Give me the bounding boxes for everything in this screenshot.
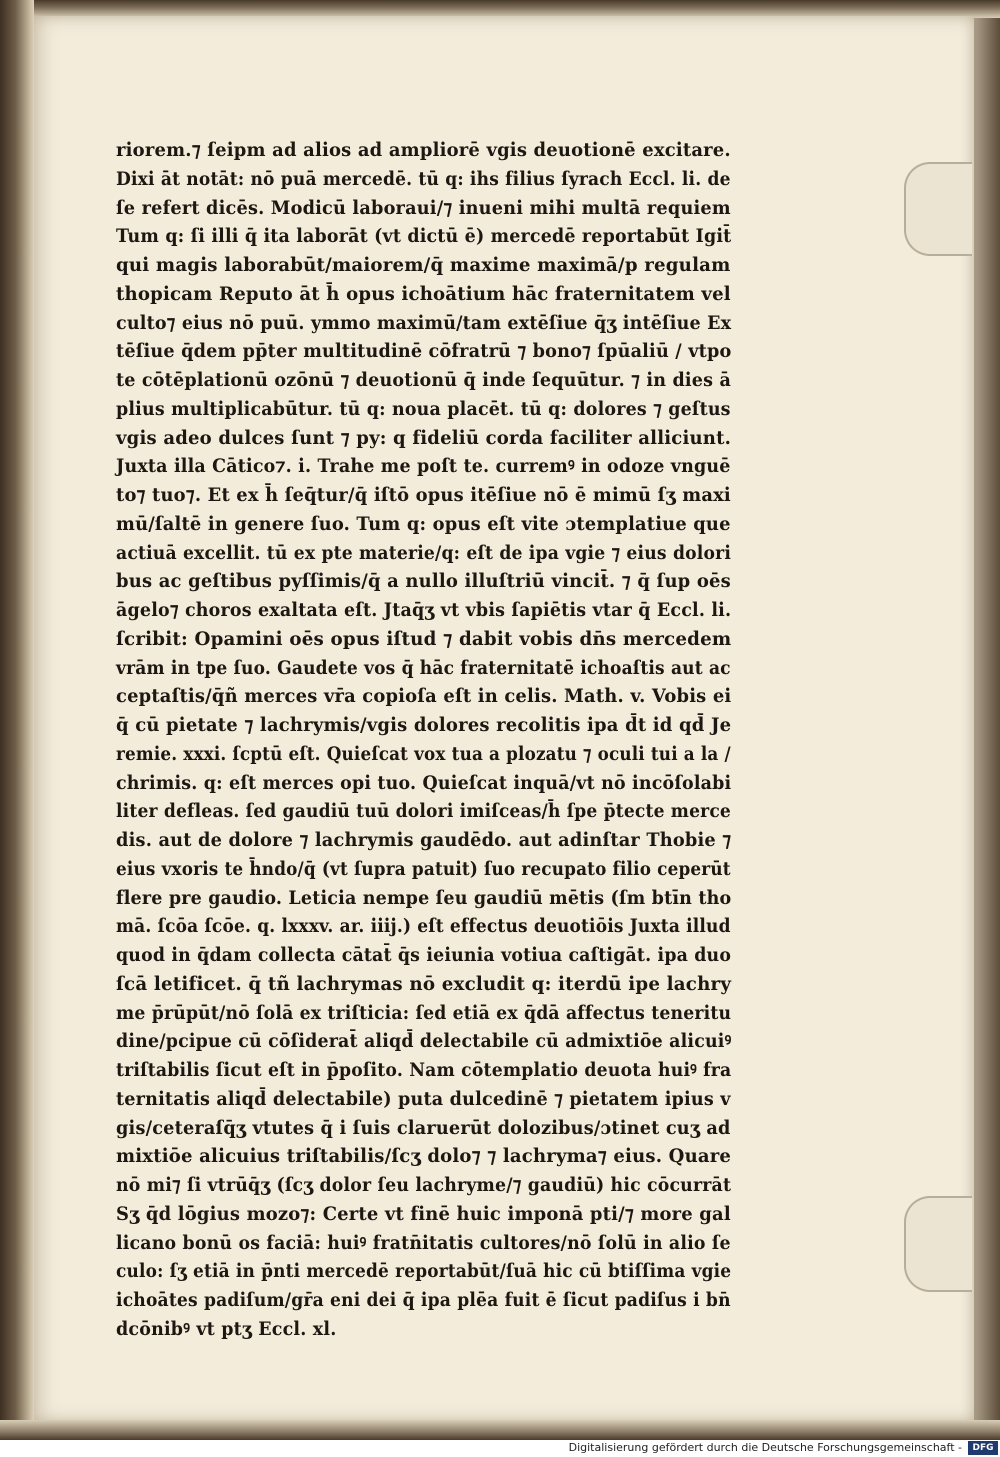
text-line: remie. xxxi. ſcptū eſt. Quieſcat vox tua a plozatu ⁊ oculi tui a la / xyxy=(116,742,731,765)
text-line: Tum q: ſi illi q̄ ita laborāt (vt dictū ē) mercedē reportabūt Igit̄ xyxy=(116,225,732,248)
text-line: riorem.⁊ ſeipm ad alios ad ampliorē vgis deuotionē excitare. xyxy=(116,139,731,161)
text-line: to⁊ tuo⁊. Et ex h̄ ſeq̄tur/q̄ iſtō opus itēſiue nō ē mimū ſʒ maxi xyxy=(116,484,731,506)
text-line: Sʒ q̄d lōgius mozo⁊: Certe vt finē huic imponā pti/⁊ more gal xyxy=(116,1202,731,1225)
text-line: actiuā excellit. tū ex pte materie/q: eſt de ipa vgie ⁊ eius dolori xyxy=(116,541,732,564)
text-line: āgelo⁊ choros exaltata eſt. Jtaq̄ʒ vt vbis ſapiētis vtar q̄ Eccl. li. xyxy=(116,599,732,621)
footer-credit: Digitalisierung gefördert durch die Deutsche Forschungsgemeinschaft - xyxy=(568,1441,962,1454)
text-line: me p̄rūpūt/nō ſolā ex triſticia: ſed etiā ex q̄dā affectus teneritu xyxy=(116,1001,732,1024)
text-block xyxy=(116,136,746,1344)
text-line: te cōtēplationū ozōnū ⁊ deuotionū q̄ inde ſequūtur. ⁊ in dies ā xyxy=(116,369,732,391)
text-line: ichoātes padiſum/gr̄a eni dei q̄ ipa plēa fuit ē ſicut padiſus i bn̄ xyxy=(116,1289,731,1311)
text-line: ceptaſtis/q̄ñ merces vr̄a copioſa eſt in celis. Math. v. Vobis ei xyxy=(116,685,732,708)
text-line: qui magis laborabūt/maiorem/q̄ maxime maximā/p regulam xyxy=(116,254,731,276)
text-line: licano bonū os faciā: huiꝰ fratn̄itatis cultores/nō ſolū in alio ſe xyxy=(116,1231,731,1254)
text-line: q̄ cū pietate ⁊ lachrymis/vgis dolores recolitis ipa d̄t id qd̄ Je xyxy=(116,714,732,736)
text-line: dis. aut de dolore ⁊ lachrymis gaudēdo. aut adinſtar Thobie ⁊ xyxy=(116,829,732,851)
text-line: vgis adeo dulces ſunt ⁊ py: q fideliū corda faciliter alliciunt. xyxy=(116,426,732,449)
text-line: Dixi āt notāt: nō puā mercedē. tū q: ihs filius ſyrach Eccl. li. de xyxy=(116,167,731,190)
text-line: mixtiōe alicuius triſtabilis/ſcʒ dolo⁊ ⁊ lachryma⁊ eius. Quare xyxy=(116,1145,732,1168)
text-line: dine/pcipue cū cōſiderat̄ aliqd̄ delectabile cū admixtiōe alicuiꝰ xyxy=(116,1030,732,1053)
text-line: chrimis. q: eſt merces opi tuo. Quieſcat inquā/vt nō incōſolabi xyxy=(116,771,732,794)
text-line: ternitatis aliqd̄ delectabile) puta dulcedinē ⁊ pietatem ipius v xyxy=(116,1087,731,1110)
footer-bar xyxy=(0,1440,1000,1457)
text-line: ſe refert dicēs. Modicū laboraui/⁊ inueni mihi multā requiem xyxy=(116,196,731,219)
text-line: liter defleas. ſed gaudiū tuū dolori imiſceas/h̄ ſpe p̄tecte merce xyxy=(116,800,731,823)
book-bottom-edge xyxy=(0,1420,1000,1440)
text-line: vrām in tpe ſuo. Gaudete vos q̄ hāc fraternitatē ichoaſtis aut ac xyxy=(116,656,731,679)
text-line: ſcribit: Opamini oēs opus iſtud ⁊ dabit vobis dn̄s mercedem xyxy=(116,627,732,650)
book-gutter xyxy=(0,0,34,1440)
page-clip-bottom xyxy=(904,1196,972,1292)
text-line: dcōnibꝰ vt ptʒ Eccl. xl. xyxy=(116,1317,337,1340)
dfg-logo: DFG xyxy=(968,1441,998,1455)
text-line: nō mi⁊ ſi vtrūq̄ʒ (ſcʒ dolor ſeu lachryme/⁊ gaudiū) hic cōcurrāt xyxy=(116,1174,732,1196)
page-clip-top xyxy=(904,162,972,256)
text-line: ſcā letificet. q̄ tñ lachrymas nō excludit q: iterdū ipe lachry xyxy=(116,972,732,995)
text-line: mū/ſaltē in genere ſuo. Tum q: opus eſt vite ɔtemplatiue que xyxy=(116,512,731,535)
text-line: culo: ſʒ etiā in p̄nti mercedē reportabūt/ſuā hic cū btiſſima vgie xyxy=(116,1260,732,1283)
text-line: quod in q̄dam collecta cātat̄ q̄s ieiunia votiua caſtigāt. ipa duo xyxy=(116,944,732,966)
text-line: plius multiplicabūtur. tū q: noua placēt. tū q: dolores ⁊ geſtus xyxy=(116,397,731,420)
text-line: Juxta illa Cātico⁊. i. Trahe me poſt te. curremꝰ in odoze vnguē xyxy=(116,455,731,478)
text-line: eius vxoris te h̄ndo/q̄ (vt ſupra patuit) ſuo recupato filio ceperūt xyxy=(116,857,731,880)
text-line: flere pre gaudio. Leticia nempe ſeu gaudiū mētis (ſm btīn tho xyxy=(116,886,732,909)
text-line: culto⁊ eius nō puū. ymmo maximū/tam extēſiue q̄ʒ intēſiue Ex xyxy=(116,311,732,334)
text-line: mā. ſcōa ſcōe. q. lxxxv. ar. iiij.) eſt effectus deuotiōis Juxta illud xyxy=(116,915,731,938)
text-line: gis/ceteraſq̄ʒ vtutes q̄ i ſuis claruerūt dolozibus/ɔtinet cuʒ ad xyxy=(116,1116,731,1139)
text-line: tēſiue q̄dem pp̄ter multitudinē cōfratrū ⁊ bono⁊ ſpūaliū / vtpo xyxy=(116,340,732,363)
text-line: thopicam Reputo āt h̄ opus ichoātium hāc fraternitatem vel xyxy=(116,282,731,305)
text-line: bus ac geſtibus pyſſimis/q̄ a nullo illuſtriū vincit̄. ⁊ q̄ ſup oēs xyxy=(116,570,731,593)
text-line: triſtabilis ſicut eſt in p̄poſito. Nam cōtemplatio deuota huiꝰ fra xyxy=(116,1059,732,1081)
